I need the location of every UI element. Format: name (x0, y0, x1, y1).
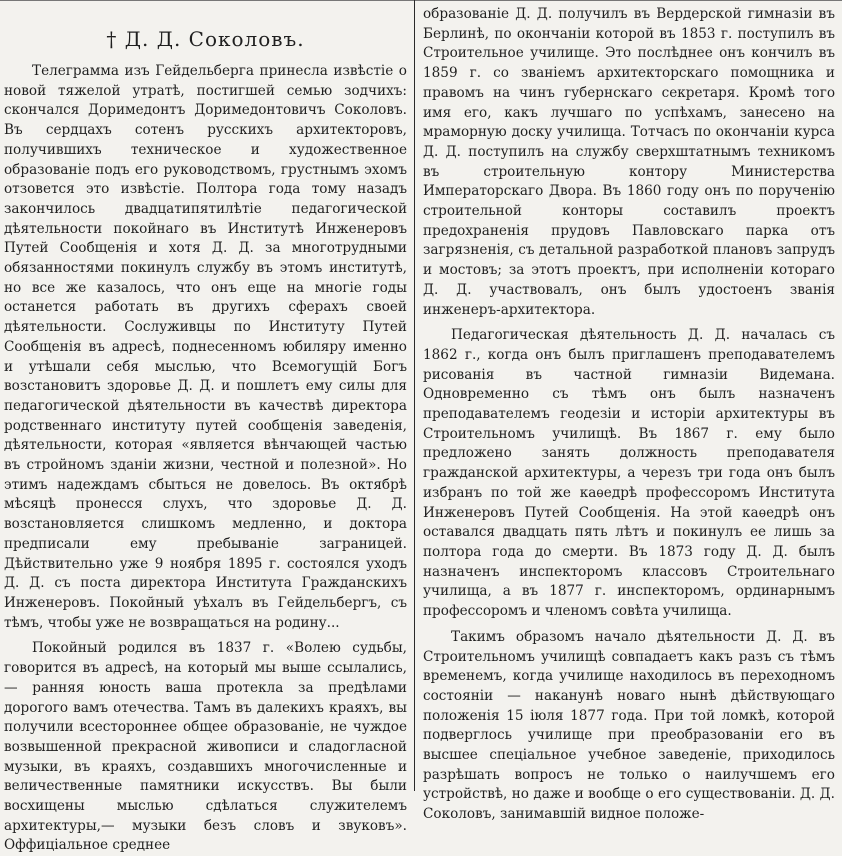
paragraph: Такимъ образомъ начало дѣятельности Д. Д. въ Строительномъ училищѣ совпадаетъ какъ разъ съ тѣмъ временемъ, когда училище находилось въ переходномъ состояніи — наканунѣ новаго нынѣ дѣйствующаго положенія 15 іюля 1877 года. При той ломкѣ, которой подверглось училище при преобразованіи его въ высшее спеціальное учебное заведеніе, приходилось разрѣшать вопросъ не только о наилучшемъ его устройствѣ, но даже и вообще о его существованіи. Д. Д. Соколовъ, занимавшій видное положе- (423, 628, 835, 823)
column-divider (414, 0, 415, 791)
right-column (423, 0, 835, 823)
paragraph: образованіе Д. Д. получилъ въ Вердерской гимназіи въ Берлинѣ, по окончаніи которой въ 1853 г. поступилъ въ Строительное училище. Это послѣднее онъ кончилъ въ 1859 г. со званіемъ архитекторскаго помощника и правомъ на чинъ губернскаго секретаря. Кромѣ того имя его, какъ лучшаго по успѣхамъ, занесено на мраморную доску училища. Тотчасъ по окончаніи курса Д. Д. поступилъ на службу сверхштатнымъ техникомъ въ строительную контору Министерства Императорскаго Двора. Въ 1860 году онъ по порученію строительной конторы составилъ проектъ предохраненія прудовъ Павловскаго парка отъ загрязненія, съ детальной разработкой плановъ запрудъ и мостовъ; за этотъ проектъ, при исполненіи котораго Д. Д. участвовалъ, онъ былъ удостоенъ званія инженеръ-архитектора. (423, 6, 835, 318)
paragraph: Покойный родился въ 1837 г. «Волею судьбы, говорится въ адресѣ, на который мы выше ссылались,— ранняя юность ваша протекла за предѣлами дорогого вамъ отечества. Тамъ въ далекихъ краяхъ, вы получили всестороннее общее образованіе, не чуждое возвышенной прекрасной живописи и сладогласной музыки, въ краяхъ, создавшихъ многочисленные и величественные памятники искусствъ. Вы были восхищены мыслью сдѣлаться служителемъ архитектуры,— музыки безъ словъ и звуковъ». Оффиціальное среднее (4, 640, 407, 854)
left-column (4, 0, 407, 854)
paragraph: Телеграмма изъ Гейдельберга принесла извѣстіе о новой тяжелой утратѣ, постигшей семью зодчихъ: скончался Доримедонтъ Доримедонтовичъ Соколовъ. Въ сердцахъ сотенъ русскихъ архитекторовъ, получившихъ техническое и художественное образованіе подъ его руководствомъ, грустнымъ эхомъ отзовется это извѣстіе. Полтора года тому назадъ закончилось двадцатипятилѣтіе педагогической дѣятельности покойнаго въ Институтѣ Инженеровъ Путей Сообщенія и хотя Д. Д. за многотрудными обязанностями покинулъ службу въ этомъ институтѣ, но все же казалось, что онъ еще на многіе годы останется работать въ другихъ сферахъ своей дѣятельности. Сослуживцы по Институту Путей Сообщенія въ адресѣ, поднесенномъ юбиляру именно и утѣшали себя мыслью, что Всемогущій Богъ возстановитъ здоровье Д. Д. и пошлетъ ему силы для педагогической дѣятельности въ качествѣ директора родственнаго институту путей сообщенія заведенія, дѣятельности, которая «является вѣнчающей частью въ стройномъ зданіи жизни, честной и полезной». Но этимъ надеждамъ сбыться не довелось. Въ октябрѣ мѣсяцѣ пронесся слухъ, что здоровье Д. Д. возстановляется слишкомъ медленно, и доктора предписали ему пребываніе заграницей. Дѣйствительно уже 9 ноября 1895 г. состоялся уходъ Д. Д. съ поста директора Института Гражданскихъ Инженеровъ. Покойный уѣхалъ въ Гейдельбергъ, съ тѣмъ, чтобы уже не возвращаться на родину... (4, 63, 407, 631)
article-title: † Д. Д. Соколовъ. (106, 27, 305, 51)
paragraph: Педагогическая дѣятельность Д. Д. началась съ 1862 г., когда онъ былъ приглашенъ преподавателемъ рисованія въ частной гимназіи Видемана. Одновременно съ тѣмъ онъ былъ назначенъ преподавателемъ геодезіи и исторіи архитектуры въ Строительномъ училищѣ. Въ 1867 г. ему было предложено занять должность преподавателя гражданской архитектуры, а черезъ три года онъ былъ избранъ по той же каѳедрѣ профессоромъ Института Инженеровъ Путей Сообщенія. На этой каѳедрѣ онъ оставался двадцать пять лѣтъ и покинулъ ее лишь за полтора года до смерти. Въ 1873 году Д. Д. былъ назначенъ инспекторомъ классовъ Строительнаго училища, а въ 1877 г. инспекторомъ, ординарнымъ профессоромъ и членомъ совѣта училища. (423, 327, 835, 620)
